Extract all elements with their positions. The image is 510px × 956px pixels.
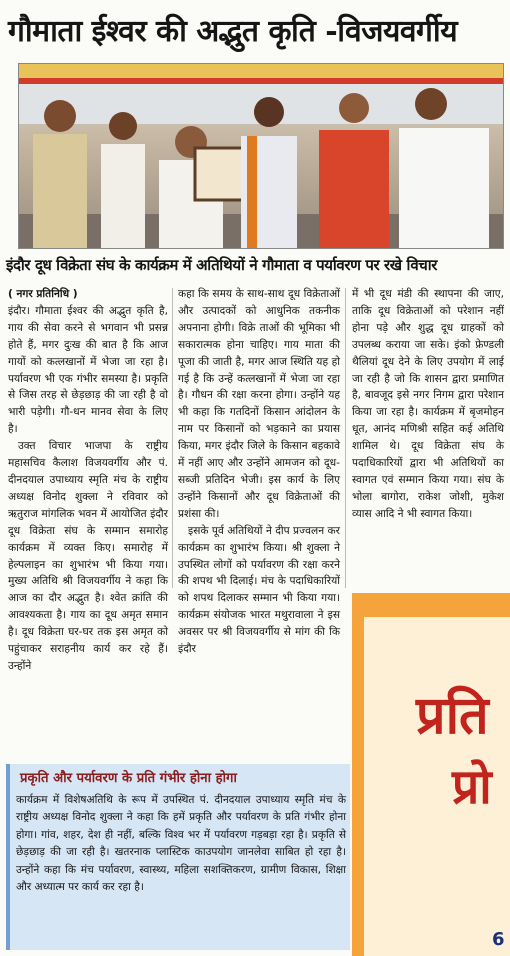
photo-caption: इंदौर दूध विक्रेता संघ के कार्यक्रम में अतिथियों ने गौमाता व पर्यावरण पर रखे विचार (6, 256, 438, 274)
headline: गौमाता ईश्वर की अद्भुत कृति -विजयवर्गीय (8, 14, 458, 49)
paragraph: इसके पूर्व अतिथियों ने दीप प्रज्वलन कर कार्यक्रम का शुभारंभ किया। श्री शुक्ला ने उपस्थित लोगों को पर्यावरण की रक्षा करने की शपथ भी दिलाई। मंच के पदाधिकारियों को शपथ दिलाकर सम्मान भी किया गया। कार्यक्रम संयोजक भारत मथुरावाला ने इस अवसर पर श्री विजयवर्गीय से मांग की कि इंदौर (178, 524, 340, 656)
advertisement (352, 593, 510, 956)
advertisement-text-line-1: प्रति (416, 685, 489, 746)
advertisement-text-line-2: प्रो (452, 759, 492, 815)
article-column-3 (352, 286, 504, 586)
paragraph: इंदौर। गौमाता ईश्वर की अद्भुत कृति है, गाय की सेवा करने से भगवान भी प्रसन्न होते हैं, मगर दुःख की बात है कि आज गायों को कत्लखानों में भेजा जा रहा है। पर्यावरण भी एक गंभीर समस्या है। प्रकृति से जिस तरह से छेड़छाड़ की जा रही है वो भारी पड़ेगी। गौ-धन मानव सेवा के लिए है। (8, 304, 168, 436)
boxed-section (6, 764, 350, 950)
advertisement-digit: 6 (492, 929, 505, 950)
boxed-section-body (16, 792, 346, 896)
paragraph: कार्यक्रम में विशेषअतिथि के रूप में उपस्थित पं. दीनदयाल उपाध्याय स्मृति मंच के राष्ट्रीय अध्यक्ष विनोद शुक्ला ने कहा कि हमें प्रकृति और पर्यावरण के प्रति गंभीर होना होगा। गांव, शहर, देश ही नहीं, बल्कि विश्व भर में पर्यावरण गड़बड़ा रहा है। प्रकृति से छेड़छाड़ की जा रही है। खतरनाक प्लास्टिक काउपयोग जानलेवा साबित हो रहा है। उन्होंने कहा कि मंच पर्यावरण, स्वास्थ्य, महिला सशक्तिकरण, ग्रामीण विकास, शिक्षा और अध्यात्म पर कार्य कर रहा है। (16, 794, 346, 894)
column-divider (172, 288, 173, 588)
article-column-1 (8, 286, 168, 732)
paragraph: में भी दूध मंडी की स्थापना की जाए, ताकि दूध विक्रेताओं को परेशान नहीं होना पड़े और शुद्ध दूध ग्राहकों को उपलब्ध कराया जा सके। इंको फ्रेण्डली थैलियां दूध देने के लिए उपयोग में लाई जा रही है जो कि शासन द्वारा प्रमाणित है, बावजूद इसे नगर निगम द्वारा परेशान किया जा रहा है। कार्यक्रम में बृजमोहन धूत, आनंद मणिश्री सहित कई अतिथि शामिल थे। दूध विक्रेता संघ के पदाधिकारियों द्वारा भी अतिथियों का स्वागत एवं सम्मान किया गया। संघ के भोला बागोरा, राकेश जोशी, मुकेश व्यास आदि ने भी स्वागत किया। (352, 288, 504, 520)
event-photo (18, 63, 504, 249)
boxed-section-heading: प्रकृति और पर्यावरण के प्रति गंभीर होना होगा (20, 771, 237, 786)
event-photo-illustration (19, 64, 503, 248)
paragraph: उक्त विचार भाजपा के राष्ट्रीय महासचिव कैलाश विजयवर्गीय और पं. दीनदयाल उपाध्याय स्मृति मंच के राष्ट्रीय अध्यक्ष विनोद शुक्ला ने रविवार को ऋतुराज मांगलिक भवन में आयोजित इंदौर दूध विक्रेता संघ के सम्मान समारोह कार्यक्रम में व्यक्त किए। समारोह में हेल्पलाइन का शुभारंभ भी किया गया। मुख्य अतिथि श्री विजयवर्गीय ने कहा कि आज का दौर अद्भुत है। श्वेत क्रांति की आवश्यकता है। गाय का दूध अमृत समान है। दूध विक्रेता घर-घर तक इस अमृत को पहुंचाकर सराहनीय कार्य कर रहे हैं। उन्होंने (8, 440, 168, 672)
article-column-2 (178, 286, 340, 656)
byline: ( नगर प्रतिनिधि ) (8, 288, 78, 300)
paragraph: कहा कि समय के साथ-साथ दूध विक्रेताओं और उत्पादकों को आधुनिक तकनीक अपनाना होगी। विक्रे ताओं की भूमिका भी सकारात्मक होना चाहिए। गाय माता की पूजा की जाती है, मगर आज स्थिति यह हो गई है कि उन्हें कत्लखानों में भेजा जा रहा है। गौधन की रक्षा करना होगा। उन्होंने यह भी कहा कि गतदिनों किसान आंदोलन के नाम पर किसानों को भड़काने का प्रयास किया, मगर इंदौर जिले के किसान बहकावे में नहीं आए और उन्होंने आमजन को दूध-सब्जी प्रतिदिन भेजी। इस कार्य के लिए उन्होंने किसानों और दूध विक्रेताओं की प्रशंसा की। (178, 288, 340, 520)
column-divider (345, 288, 346, 588)
